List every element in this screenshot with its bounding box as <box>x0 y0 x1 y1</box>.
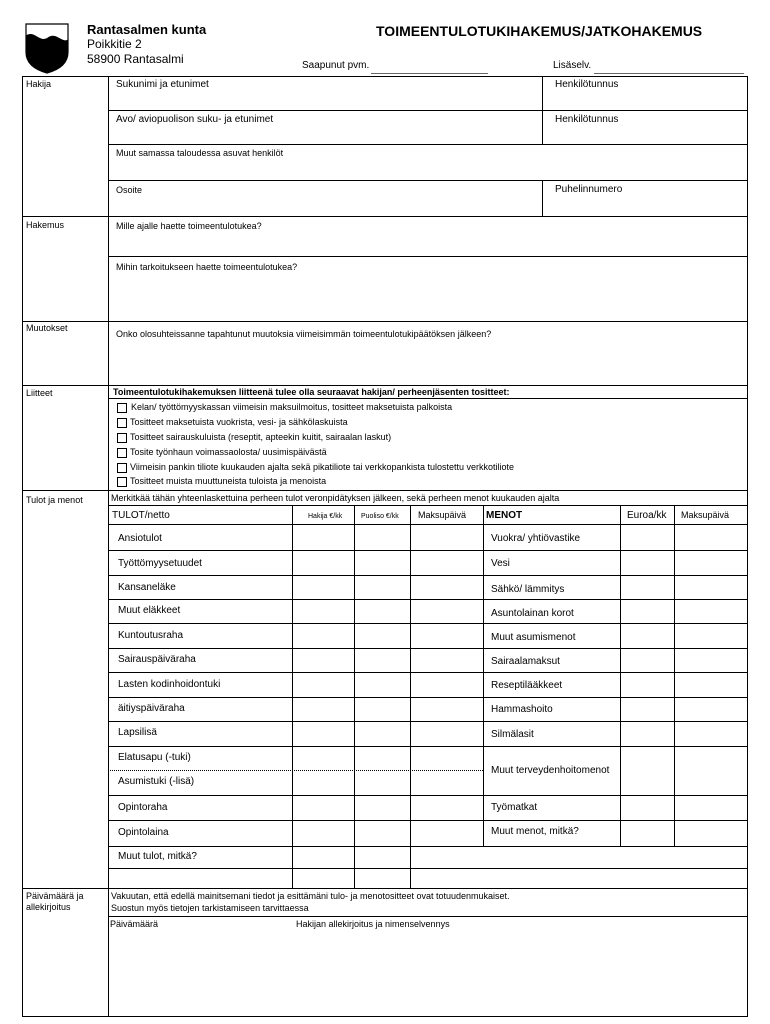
date-label: Päivämäärä <box>110 919 159 929</box>
purpose-question: Mihin tarkoitukseen haette toimeentulotukea? <box>116 262 298 272</box>
org-address-postal: 58900 Rantasalmi <box>87 52 184 66</box>
finance-instruction: Merkitkää tähän yhteenlaskettuina perheen tulot veronpidätyksen jälkeen, sekä perheen menot kuukauden ajalta <box>111 493 560 503</box>
attachment-item-6: Tositteet muista muuttuneista tuloista ja menoista <box>130 476 327 486</box>
attachment-item-2: Tositteet maksetuista vuokrista, vesi- ja sähkölaskuista <box>130 417 348 427</box>
phone-field[interactable] <box>543 181 747 216</box>
income-row-label: Ansiotulot <box>118 533 162 544</box>
applicant-ssn-label: Henkilötunnus <box>555 79 619 90</box>
expense-row-label: Työmatkat <box>491 802 538 813</box>
attachment-item-3: Tositteet sairauskuluista (reseptit, apteekin kuitit, sairaalan laskut) <box>130 432 392 442</box>
attachment-item-5: Viimeisin pankin tiliote kuukauden ajalta sekä pikatiliote tai verkkopankista tulostettu verkkotiliote <box>130 462 515 472</box>
form-right-border <box>747 76 748 1016</box>
form-title: TOIMEENTULOTUKIHAKEMUS/JATKOHAKEMUS <box>376 23 703 39</box>
income-row-label: Lasten kodinhoidontuki <box>118 679 221 690</box>
expense-row-label: Sähkö/ lämmitys <box>491 584 565 595</box>
income-row-label: Muut eläkkeet <box>118 605 181 616</box>
income-header: TULOT/netto <box>112 510 170 521</box>
applicant-ssn-field[interactable] <box>543 77 747 110</box>
expense-row-label: Vuokra/ yhtiövastike <box>491 533 581 544</box>
income-row-label: Muut tulot, mitkä? <box>118 851 197 862</box>
section-label-hakemus: Hakemus <box>26 220 65 230</box>
expense-row-label: Vesi <box>491 558 510 569</box>
spouse-name-field[interactable] <box>109 111 541 144</box>
spouse-amount-header: Puoliso €/kk <box>361 513 399 520</box>
expense-header: MENOT <box>486 510 523 521</box>
received-date-field[interactable] <box>371 73 488 74</box>
income-row-label: Opintoraha <box>118 802 168 813</box>
income-row-label: Kansaneläke <box>118 582 176 593</box>
income-row-label: Sairauspäiväraha <box>118 654 196 665</box>
received-date-label: Saapunut pvm. <box>302 60 370 71</box>
declaration-text-2: Suostun myös tietojen tarkistamiseen tarvittaessa <box>111 903 309 913</box>
spouse-ssn-field[interactable] <box>543 111 747 144</box>
section-label-hakija: Hakija <box>26 79 52 89</box>
signature-field[interactable] <box>290 917 746 1015</box>
more-info-label: Lisäselv. <box>553 60 592 71</box>
attachment-checkbox-4[interactable] <box>117 448 127 458</box>
municipality-crest-icon <box>24 22 70 74</box>
income-payday-header: Maksupäivä <box>418 510 467 520</box>
expense-row-label: Hammashoito <box>491 704 553 715</box>
expense-row-label: Muut terveydenhoitomenot <box>491 765 610 776</box>
applicant-amount-header: Hakija €/kk <box>308 513 343 520</box>
income-row-label: Työttömyysetuudet <box>118 558 202 569</box>
changes-field[interactable] <box>109 322 747 385</box>
expense-row-label: Reseptilääkkeet <box>491 680 563 691</box>
attachment-checkbox-2[interactable] <box>117 418 127 428</box>
address-field[interactable] <box>109 181 541 216</box>
declaration-text-1: Vakuutan, että edellä mainitsemani tiedot ja esittämäni tulo- ja menotositteet ovat totuudenmukaiset. <box>111 891 510 901</box>
section-label-liitteet: Liitteet <box>26 388 53 398</box>
income-row-label: Kuntoutusraha <box>118 630 184 641</box>
expense-amount-header: Euroa/kk <box>627 510 667 521</box>
income-row-label: Elatusapu (-tuki) <box>118 752 191 763</box>
expense-row-label: Muut asumismenot <box>491 632 576 643</box>
spouse-name-label: Avo/ aviopuolison suku- ja etunimet <box>116 114 274 125</box>
phone-label: Puhelinnumero <box>555 184 623 195</box>
household-field[interactable] <box>109 145 747 180</box>
income-row-label: Asumistuki (-lisä) <box>118 776 195 787</box>
expense-row-label: Sairaalamaksut <box>491 656 560 667</box>
household-label: Muut samassa taloudessa asuvat henkilöt <box>116 148 284 158</box>
income-row-label: Opintolaina <box>118 827 169 838</box>
attachment-checkbox-6[interactable] <box>117 477 127 487</box>
expense-row-label: Muut menot, mitkä? <box>491 826 579 837</box>
changes-question: Onko olosuhteissanne tapahtunut muutoksia viimeisimmän toimeentulotukipäätöksen jälkeen? <box>116 329 492 339</box>
expense-payday-header: Maksupäivä <box>681 510 730 520</box>
applicant-name-field[interactable] <box>109 77 541 110</box>
period-question: Mille ajalle haette toimeentulotukea? <box>116 221 262 231</box>
attachment-item-4: Tosite työnhaun voimassaolosta/ uusimispäivästä <box>130 447 327 457</box>
expense-row-label: Silmälasit <box>491 729 534 740</box>
more-info-field[interactable] <box>594 73 744 74</box>
period-field[interactable] <box>109 217 747 256</box>
attachment-checkbox-3[interactable] <box>117 433 127 443</box>
applicant-name-label: Sukunimi ja etunimet <box>116 79 209 90</box>
attachment-item-1: Kelan/ työttömyyskassan viimeisin maksuilmoitus, tositteet maksetuista palkoista <box>131 402 453 412</box>
income-row-label: Lapsilisä <box>118 727 157 738</box>
org-address-street: Poikkitie 2 <box>87 37 142 51</box>
attachment-checkbox-5[interactable] <box>117 463 127 473</box>
attachment-checkbox-1[interactable] <box>117 403 127 413</box>
section-label-muutokset: Muutokset <box>26 323 68 333</box>
org-name: Rantasalmen kunta <box>87 22 207 37</box>
section-label-tulot-menot: Tulot ja menot <box>26 495 83 505</box>
expense-row-label: Asuntolainan korot <box>491 608 574 619</box>
section-label-signature: Päivämäärä ja allekirjoitus <box>26 891 84 912</box>
form-bottom-border <box>22 1016 748 1017</box>
attachments-heading: Toimeentulotukihakemuksen liitteenä tulee olla seuraavat hakijan/ perheenjäsenten tositteet: <box>113 387 510 397</box>
purpose-field[interactable] <box>109 257 747 321</box>
date-field[interactable] <box>109 917 289 1015</box>
address-label: Osoite <box>116 185 143 195</box>
form-left-border <box>22 76 23 1016</box>
signature-label: Hakijan allekirjoitus ja nimenselvennys <box>296 919 450 929</box>
spouse-ssn-label: Henkilötunnus <box>555 114 619 125</box>
income-row-label: äitiyspäiväraha <box>118 703 185 714</box>
